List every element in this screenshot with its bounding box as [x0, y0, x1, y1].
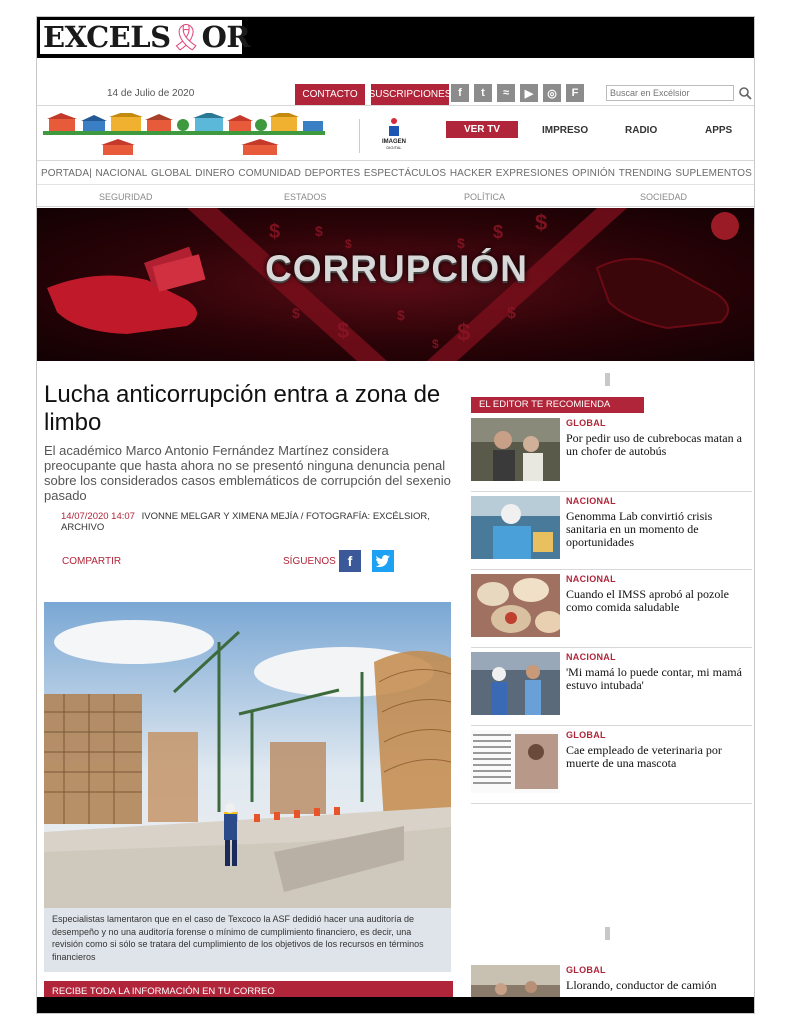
recommended-item[interactable] — [471, 574, 752, 648]
svg-text:$: $ — [345, 237, 352, 251]
svg-text:$: $ — [493, 222, 504, 242]
facebook-icon[interactable]: f — [451, 84, 469, 102]
bottom-bar — [37, 997, 755, 1014]
recommended-thumbnail — [471, 652, 560, 715]
logo-text-left: EXCELS — [43, 19, 171, 54]
nav-item[interactable]: EXPRESIONES — [495, 168, 569, 179]
imagen-digital-logo[interactable] — [377, 117, 411, 155]
nav-item[interactable]: GLOBAL — [151, 168, 192, 179]
facebook-follow-button[interactable] — [339, 550, 361, 572]
current-date: 14 de Julio de 2020 — [107, 88, 195, 99]
facebook-icon: f — [347, 553, 353, 569]
main-navigation — [37, 168, 755, 179]
search-icon[interactable] — [738, 86, 752, 100]
article-date: 14/07/2020 14:07 — [61, 511, 135, 522]
recommended-thumbnail — [471, 418, 560, 481]
nav-item[interactable]: DEPORTES — [304, 168, 361, 179]
svg-text:$: $ — [397, 307, 405, 323]
nav-item[interactable]: HACKER — [449, 168, 493, 179]
logo-text-right: OR — [201, 19, 251, 54]
newsletter-banner[interactable]: RECIBE TODA LA INFORMACIÓN EN TU CORREO — [44, 981, 453, 1001]
flipboard-icon[interactable]: F — [566, 84, 584, 102]
impreso-link[interactable]: IMPRESO — [542, 125, 589, 136]
nav-item[interactable]: PORTADA| — [41, 168, 92, 179]
subnav-item-estados[interactable]: ESTADOS — [284, 192, 327, 202]
subnav-item-seguridad[interactable]: SEGURIDAD — [99, 192, 153, 202]
item-title[interactable]: Por pedir uso de cubrebocas matan a un chofer de autobús — [566, 431, 742, 458]
search-input[interactable] — [606, 85, 734, 101]
article-summary: El académico Marco Antonio Fernández Martínez considera preocupante que hasta ahora no se presentó ninguna denuncia penal sobre los considerados casos emblemáticos de corrupción del sexenio pasado — [44, 443, 451, 503]
rss-icon[interactable]: ≈ — [497, 84, 515, 102]
nav-item[interactable]: SUPLEMENTOS — [675, 168, 752, 179]
youtube-icon[interactable]: ▶ — [520, 84, 538, 102]
imagen-logo-text: IMAGEN — [382, 139, 406, 145]
photo-caption: Especialistas lamentaron que en el caso de Texcoco la ASF dedidió hacer una auditoría de desempeño y no una auditoría forense o mínimo de cumplimiento financiero, es decir, una revisión como si sólo se tratara del cumplimiento de los objetivos de los recursos en términos financieros — [44, 908, 451, 972]
svg-text:$: $ — [269, 221, 281, 243]
divider — [37, 206, 755, 207]
twitter-follow-button[interactable] — [372, 550, 394, 572]
nav-item[interactable]: NACIONAL — [95, 168, 148, 179]
apps-link[interactable]: APPS — [705, 125, 733, 136]
page-frame — [36, 16, 755, 1014]
svg-text:$: $ — [535, 210, 548, 235]
item-title[interactable]: Llorando, conductor de camión — [566, 978, 717, 992]
item-title[interactable]: Genomma Lab convirtió crisis sanitaria en un momento de oportunidades — [566, 509, 713, 549]
item-section: NACIONAL — [566, 574, 616, 584]
social-links — [451, 84, 584, 102]
radio-link[interactable]: RADIO — [625, 125, 658, 136]
item-title[interactable]: 'Mi mamá lo puede contar, mi mamá estuvo intubada' — [566, 665, 742, 692]
share-label[interactable]: COMPARTIR — [62, 556, 122, 567]
nav-item[interactable]: TRENDING — [618, 168, 672, 179]
divider — [37, 105, 755, 106]
imagen-logo-sub: DIGITAL — [386, 145, 402, 150]
recommended-item[interactable] — [471, 652, 752, 726]
excelsior-logo[interactable] — [40, 19, 251, 54]
item-section: GLOBAL — [566, 730, 606, 740]
recommendations-heading: EL EDITOR TE RECOMIENDA — [471, 397, 644, 413]
item-section: NACIONAL — [566, 652, 616, 662]
svg-text:$: $ — [457, 319, 471, 346]
divider — [37, 160, 755, 161]
svg-text:$: $ — [292, 305, 300, 321]
divider — [37, 184, 755, 185]
item-section: GLOBAL — [566, 965, 606, 975]
nav-item[interactable]: ESPECTÁCULOS — [363, 168, 447, 179]
item-section: GLOBAL — [566, 418, 606, 428]
recommended-thumbnail — [471, 496, 560, 559]
divider-vertical — [359, 119, 360, 153]
town-illustration — [43, 113, 325, 155]
watch-tv-button[interactable]: VER TV — [446, 121, 518, 138]
follow-label: SÍGUENOS — [283, 556, 336, 567]
recommended-item[interactable] — [471, 418, 752, 492]
article-photo — [44, 602, 451, 908]
recommended-item[interactable] — [471, 496, 752, 570]
svg-text:$: $ — [315, 223, 323, 239]
svg-text:$: $ — [457, 235, 465, 251]
contact-button[interactable]: CONTACTO — [295, 84, 365, 105]
article-byline: IVONNE MELGAR Y XIMENA MEJÍA / FOTOGRAFÍA: EXCÉLSIOR, ARCHIVO — [61, 511, 430, 533]
svg-text:$: $ — [432, 337, 439, 351]
instagram-icon[interactable]: ◎ — [543, 84, 561, 102]
section-banner — [37, 208, 755, 361]
imagen-mark-icon — [387, 117, 401, 137]
item-title[interactable]: Cae empleado de veterinaria por muerte de una mascota — [566, 743, 722, 770]
nav-item[interactable]: OPINIÓN — [572, 168, 616, 179]
ad-placeholder — [605, 927, 610, 940]
article-meta — [61, 511, 441, 533]
item-section: NACIONAL — [566, 496, 616, 506]
svg-text:$: $ — [337, 318, 350, 343]
top-bar — [37, 17, 755, 58]
subnav-item-politica[interactable]: POLÍTICA — [464, 192, 506, 202]
banner-title: CORRUPCIÓN — [265, 248, 528, 289]
article-headline: Lucha anticorrupción entra a zona de limbo — [44, 381, 441, 436]
recommended-thumbnail — [471, 574, 560, 637]
recommended-thumbnail — [471, 730, 560, 793]
svg-text:$: $ — [507, 305, 516, 322]
subnav-item-sociedad[interactable]: SOCIEDAD — [640, 192, 688, 202]
recommended-item[interactable] — [471, 730, 752, 804]
nav-item[interactable]: COMUNIDAD — [238, 168, 301, 179]
twitter-icon — [376, 555, 390, 567]
item-title[interactable]: Cuando el IMSS aprobó al pozole como comida saludable — [566, 587, 729, 614]
twitter-icon[interactable]: t — [474, 84, 492, 102]
pink-ribbon-icon: 🎗︎ — [169, 22, 203, 52]
ad-placeholder — [605, 373, 610, 386]
subscribe-button[interactable]: SUSCRIPCIONES — [371, 84, 449, 105]
nav-item[interactable]: DINERO — [195, 168, 235, 179]
